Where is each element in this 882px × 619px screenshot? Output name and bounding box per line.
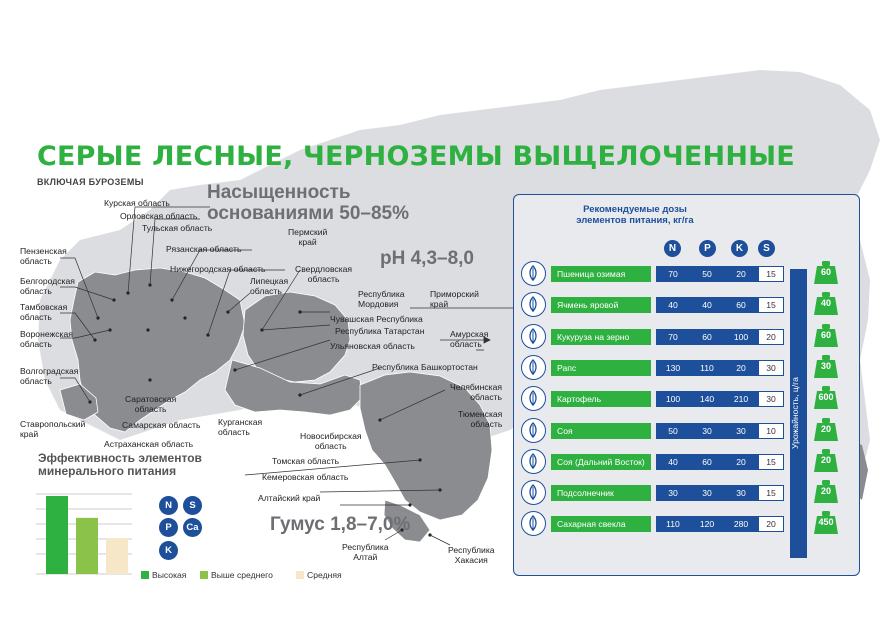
sugar-beet-icon [521,511,546,536]
dose-n: 130 [656,360,690,376]
dose-s: 10 [758,423,784,439]
soy-far-east-icon [521,449,546,474]
efficiency-bar [106,538,128,574]
nutrient-ca: Ca [183,518,202,537]
nutrient-k: K [159,541,178,560]
dose-n: 50 [656,423,690,439]
dose-p: 60 [690,329,724,345]
dose-p: 30 [690,423,724,439]
dose-p: 50 [690,266,724,282]
yield-weight: 30 [813,355,839,379]
header-s: S [758,240,775,257]
crop-name: Рапс [551,360,651,376]
dose-s: 20 [758,329,784,345]
region-ulyanovsk: Ульяновская область [330,341,415,351]
dose-n: 30 [656,485,690,501]
region-saratov: Саратовская область [125,394,177,414]
sunflower-icon [521,480,546,505]
crop-name: Соя [551,423,651,439]
dose-p: 140 [690,391,724,407]
dose-k: 280 [724,516,758,532]
humus-label: Гумус 1,8–7,0% [270,514,411,535]
header-k: K [731,240,748,257]
dose-n: 100 [656,391,690,407]
crop-name: Кукуруза на зерно [551,329,651,345]
dose-p: 60 [690,454,724,470]
dose-n: 70 [656,266,690,282]
region-novosibirsk: Новосибирская область [300,431,362,451]
nutrient-s: S [183,496,202,515]
dose-s: 15 [758,297,784,313]
efficiency-bar [76,518,98,574]
crop-name: Сахарная свекла [551,516,651,532]
region-tula: Тульская область [142,223,213,233]
dose-n: 40 [656,297,690,313]
region-tomsk: Томская область [272,456,340,466]
region-tambov: Тамбовская область [20,302,68,322]
dose-s: 30 [758,360,784,376]
region-khakassia: Республика Хакасия [448,545,495,565]
efficiency-bar [46,496,68,574]
dose-s: 15 [758,454,784,470]
header-p: P [699,240,716,257]
dose-k: 100 [724,329,758,345]
saturation-label: Насыщенность основаниями 50–85% [207,182,409,224]
dose-n: 110 [656,516,690,532]
dose-s: 20 [758,516,784,532]
potato-icon [521,386,546,411]
barley-icon [521,292,546,317]
yield-weight: 20 [813,418,839,442]
region-bashkortostan: Республика Башкортостан [372,362,478,372]
page-subtitle: ВКЛЮЧАЯ БУРОЗЕМЫ [37,177,144,187]
region-astrakhan: Астраханская область [104,439,194,449]
rapeseed-icon [521,355,546,380]
dose-p: 120 [690,516,724,532]
soy-icon [521,418,546,443]
panel-title: Рекомендуемые дозы элементов питания, кг/га [576,204,694,226]
dose-s: 15 [758,485,784,501]
yield-weight: 20 [813,449,839,473]
legend-above-average: Выше среднего [200,570,273,580]
dose-n: 70 [656,329,690,345]
crop-name: Соя (Дальний Восток) [551,454,651,470]
region-tyumen: Тюменская область [458,409,503,429]
region-nizhny: Нижегородская область [170,264,266,274]
region-lipetsk: Липецкая область [250,276,289,296]
yield-axis-label: Урожайность, ц/га [790,377,800,450]
dose-s: 30 [758,391,784,407]
crop-name: Ячмень яровой [551,297,651,313]
region-orel: Орловская область [120,211,198,221]
region-primorsky: Приморский край [430,289,479,309]
dose-k: 30 [724,485,758,501]
efficiency-chart [34,484,134,579]
dose-k: 20 [724,266,758,282]
crop-name: Пшеница озимая [551,266,651,282]
region-amur: Амурская область [450,329,489,349]
region-chelyabinsk: Челябинская область [450,382,503,402]
region-tatarstan: Республика Татарстан [335,326,425,336]
region-altai-rep: Республика Алтай [342,542,389,562]
region-chuvash: Чувашская Республика [330,314,423,324]
nutrient-n: N [159,496,178,515]
legend-average: Средняя [296,570,342,580]
region-volgograd: Волгоградская область [20,366,79,386]
crop-name: Подсолнечник [551,485,651,501]
region-ryazan: Рязанская область [166,244,242,254]
region-stavropol: Ставропольский край [20,419,86,439]
corn-icon [521,324,546,349]
region-belgorod: Белгородская область [20,276,75,296]
region-voronezh: Воронежская область [20,329,73,349]
yield-weight: 20 [813,480,839,504]
header-n: N [664,240,681,257]
wheat-icon [521,261,546,286]
region-perm: Пермский край [288,227,328,247]
yield-weight: 600 [813,386,839,410]
yield-weight: 40 [813,292,839,316]
dose-s: 15 [758,266,784,282]
region-sverdlovsk: Свердловская область [295,264,353,284]
dose-k: 20 [724,360,758,376]
crop-name: Картофель [551,391,651,407]
dose-p: 110 [690,360,724,376]
legend-high: Высокая [141,570,186,580]
dose-n: 40 [656,454,690,470]
dose-k: 30 [724,423,758,439]
region-mordovia: Республика Мордовия [358,289,405,309]
region-kemerovo: Кемеровская область [262,472,349,482]
region-altai-krai: Алтайский край [258,493,321,503]
yield-weight: 60 [813,324,839,348]
page-title: СЕРЫЕ ЛЕСНЫЕ, ЧЕРНОЗЕМЫ ВЫЩЕЛОЧЕННЫЕ [37,141,795,172]
nutrient-p: P [159,518,178,537]
dose-k: 60 [724,297,758,313]
region-kurgan: Курганская область [218,417,263,437]
dose-p: 30 [690,485,724,501]
region-kursk: Курская область [104,198,170,208]
dose-k: 20 [724,454,758,470]
dose-k: 210 [724,391,758,407]
yield-weight: 60 [813,261,839,285]
ph-label: pH 4,3–8,0 [380,248,474,269]
yield-weight: 450 [813,511,839,535]
region-penza: Пензенская область [20,246,67,266]
dose-p: 40 [690,297,724,313]
region-samara: Самарская область [122,420,201,430]
efficiency-title: Эффективность элементов минерального питания [38,451,202,478]
